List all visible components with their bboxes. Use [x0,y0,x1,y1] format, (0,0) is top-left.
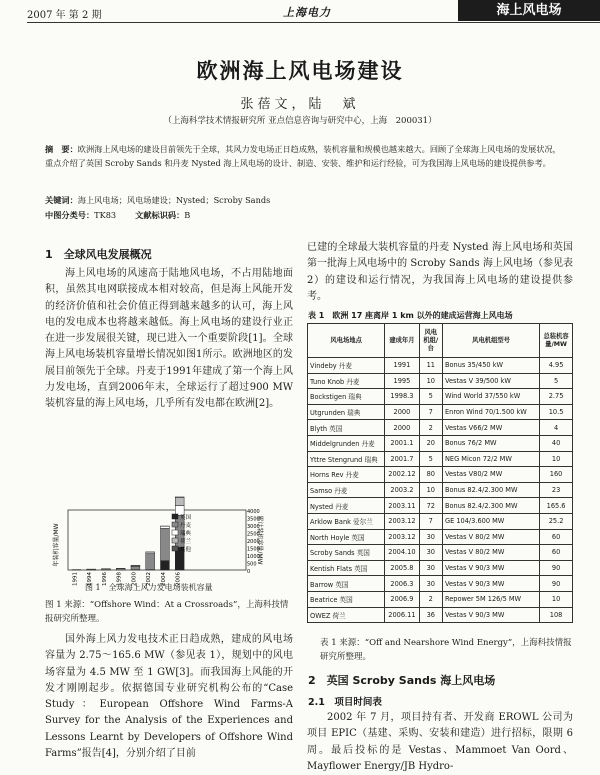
chart-ytick-right: 500 [247,562,257,568]
chart-ylabel-left: 年装机容量/MW [52,523,60,566]
abstract-text: 欧洲海上风电场的建设目前领先于全球，其风力发电场正日趋成熟，装机容量和规模也越来越大。回顾了全球海上风电场的发展状况，重点介绍了英国 Scroby Sands 和丹麦 Nysted 海上风电场的设计、制造、安装、维护和运行经验，可为我国海上风电场的建设提供参考。 [45,144,561,168]
table-cell: 30 [419,545,442,561]
chart-legend-swatch [172,538,178,543]
table-cell: 2005.8 [385,560,419,576]
chart-ytick-right: 2500 [247,532,260,538]
table-cell: 10 [419,482,442,498]
chart-bar-瑞典-2004 [161,526,170,528]
table-cell: Repower 5M 126/5 MW [442,591,539,607]
doc-code-label: 文献标识码： [135,210,184,220]
abstract-label: 摘 要： [45,144,78,154]
chart-bar-荷兰-2006 [175,497,184,505]
journal-name: 上海电力 [283,4,331,20]
table-cell: 90 [540,576,573,592]
table-cell: 60 [540,529,573,545]
table-cell: 2001.7 [385,451,419,467]
table-cell: Kentish Flats 英国 [308,560,385,576]
table-cell: Nysted 丹麦 [308,498,385,514]
table-cell: Tuno Knob 丹麦 [308,373,385,389]
section-1-body [45,266,293,413]
table-cell: Scroby Sands 英国 [308,545,385,561]
table-cell: 60 [540,545,573,561]
left-tail-body [45,632,293,762]
chart-ytick-right: 1000 [247,554,260,560]
table-row [308,451,573,467]
table-cell: 2006.11 [385,607,419,623]
table-cell: Bonus 82.4/2.300 MW [442,482,539,498]
table-row [308,591,573,607]
chart-bar-英国-2004 [161,561,170,570]
section-tab: 海上风电场 [458,0,600,21]
table-cell: 2001.1 [385,435,419,451]
table-header-row [308,324,573,358]
table-cell: Arklow Bank 爱尔兰 [308,513,385,529]
table-cell: 2.75 [540,389,573,405]
chart-legend-swatch [172,514,178,519]
chart-bar-丹麦-2004 [161,528,170,560]
table-cell: 2006.9 [385,591,419,607]
table-1-title: 表 1 欧洲 17 座离岸 1 km 以外的建成运营海上风电场 [308,310,513,321]
table-cell: 10 [540,451,573,467]
abstract [45,142,561,170]
table-cell: Bonus 35/450 kW [442,358,539,374]
table-cell: 90 [540,560,573,576]
section-2-paragraph: 2002 年 7 月，项目持有者、开发商 EROWL 公司为项目 EPIC（基建、采购、安装和建造）进行招标，限期 6 周。最后投标的是 Vestas、Mammoet Van Oord、Mayflower Energy/JB Hydro- [307,710,573,775]
table-cell: Horns Rev 丹麦 [308,467,385,483]
chart-ytick-right: 0 [247,569,250,575]
table-cell: Blyth 英国 [308,420,385,436]
table-row [308,420,573,436]
chart-xtick: 1996 [102,572,108,586]
figure-1-chart [52,510,262,580]
table-cell: Wind World 37/550 kW [442,389,539,405]
table-cell: 2000 [385,404,419,420]
clc-value: TK83 [94,210,116,220]
table-cell: Vindeby 丹麦 [308,358,385,374]
table-row [308,435,573,451]
chart-legend-swatch [172,546,178,551]
table-cell: 2004.10 [385,545,419,561]
table-cell: OWEZ 荷兰 [308,607,385,623]
chart-xtick: 1991 [72,572,78,586]
table-cell: Vestas V 90/3 MW [442,576,539,592]
table-cell: 2003.12 [385,529,419,545]
section-2-heading: 2 英国 Scroby Sands 海上风电场 [308,672,495,688]
table-row [308,560,573,576]
right-top-body [307,240,573,305]
table-cell: 108 [540,607,573,623]
table-row [308,482,573,498]
chart-legend-swatch [172,530,178,535]
table-cell: Vestas V80/2 MW [442,467,539,483]
section-1-heading: 1 全球风电发展概况 [45,246,152,262]
table-cell: 25.2 [540,513,573,529]
chart-ytick-right: 1500 [247,547,260,553]
table-cell: GE 104/3.600 MW [442,513,539,529]
table-cell: 2 [419,420,442,436]
chart-legend-label: 英国 [180,513,192,521]
header-rule [27,22,600,23]
table-cell: 4 [540,420,573,436]
table-cell: 5 [419,389,442,405]
table-cell: 5 [419,451,442,467]
table-cell: 1995 [385,373,419,389]
table-cell: Enron Wind 70/1.500 kW [442,404,539,420]
table-header: 风电机组型号 [442,324,539,358]
table-header: 建成年月 [385,324,419,358]
table-cell: 10 [419,373,442,389]
figure-1-source: 图 1 来源：“Offshore Wind：At a Crossroads”，上海科技情报研究所整理。 [45,598,293,626]
table-row [308,404,573,420]
table-cell: 2003.11 [385,498,419,514]
table-cell: Vestas V 80/2 MW [442,529,539,545]
keywords-label: 关键词： [45,195,78,205]
table-cell: 10 [540,591,573,607]
table-header: 风电机组/台 [419,324,442,358]
section-1-paragraph: 海上风电场的风速高于陆地风电场，不占用陆地面积，虽然其电网联接成本相对较高，但是海上风能开发的经济价值和社会价值正得到越来越多的认可，海上风电的发电成本也将越来越低。海上风电场的建设行业正在进一步发展很关键，现已进入一个重要阶段[1]。全球海上风电场装机容量增长情况如图1所示。欧洲地区的发展目前领先于全球。丹麦于1991年建成了第一个海上风力发电场，直到2006年末，全球运行了超过900 MW装机容量的海上风电场，几乎所有发电都在欧洲[2]。 [45,266,293,413]
table-cell: 40 [540,435,573,451]
table-cell: Vestas V 39/500 kW [442,373,539,389]
table-cell: 2 [419,591,442,607]
classification [45,208,561,222]
chart-xtick: 1994 [87,572,93,586]
table-cell: 7 [419,404,442,420]
chart-legend-label: 其他 [180,545,192,553]
chart-xtick: 2006 [176,572,182,586]
table-row [308,529,573,545]
table-cell: 2000 [385,420,419,436]
table-row [308,545,573,561]
chart-xtick: 2002 [146,572,152,586]
table-header: 风电场地点 [308,324,385,358]
table-cell: Bockstigen 瑞典 [308,389,385,405]
table-cell: 1998.3 [385,389,419,405]
table-cell: 36 [419,607,442,623]
table-cell: 160 [540,467,573,483]
chart-ylabel-right: 累计装机容量/MW [256,515,264,564]
chart-ytick-right: 3500 [247,517,260,523]
chart-plot-frame [68,510,246,570]
section-2-1-heading: 2.1 项目时间表 [308,694,382,708]
table-row [308,498,573,514]
chart-xtick: 2000 [131,572,137,586]
table-cell: 2006.3 [385,576,419,592]
chart-legend-label: 瑞典 [180,529,192,537]
table-row [308,389,573,405]
chart-ytick-right: 2000 [247,539,260,545]
table-cell: 2002.12 [385,467,419,483]
table-cell: Bonus 76/2 MW [442,435,539,451]
table-cell: 5 [540,373,573,389]
left-tail-paragraph: 国外海上风力发电技术正日趋成熟，建成的风电场容量为 2.75～165.6 MW（参见表 1），规划中的风电场容量为 4.5 MW 至 1 GW[3]。而我国海上风能的开发才刚刚起步。依据德国专业研究机构公布的“Case Study：European Offshore Wind Farms-A Survey for the Analysis of the Experiences and Lessons Learnt by Developers of Offshore Wind Farms”报告[4]，分别介绍了目前 [45,632,293,762]
figure-1-caption: 图 1 全球海上风力发电场装机容量 [85,582,213,593]
table-cell: Bonus 82.4/2.300 MW [442,498,539,514]
chart-bar-丹麦-2002 [146,554,155,570]
table-row [308,513,573,529]
table-1-source: 表 1 来源：“Off and Nearshore Wind Energy”，上海科技情报研究所整理。 [320,636,574,664]
keywords-text: 海上风电场；风电场建设；Nysted；Scroby Sands [78,195,271,205]
table-cell: Vestas V 90/3 MW [442,560,539,576]
clc-label: 中图分类号： [45,210,94,220]
table-cell: Samso 丹麦 [308,482,385,498]
table-cell: Vestas V 80/2 MW [442,545,539,561]
table-cell: Middelgrunden 丹麦 [308,435,385,451]
table-cell: 20 [419,435,442,451]
chart-ytick-right: 3000 [247,524,260,530]
table-cell: 30 [419,529,442,545]
table-row [308,607,573,623]
table-1 [307,323,573,623]
table-cell: 4.95 [540,358,573,374]
table-cell: 1991 [385,358,419,374]
table-cell: Vestas V 90/3 MW [442,607,539,623]
chart-ytick-right: 4000 [247,509,260,515]
affiliation: （上海科学技术情报研究所 亚点信息咨询与研究中心，上海 200031） [0,114,600,126]
table-cell: 30 [419,560,442,576]
keywords [45,193,561,207]
authors: 张蓓文，陆 斌 [0,93,600,112]
table-row [308,576,573,592]
table-cell: 2003.12 [385,513,419,529]
chart-legend-label: 荷兰 [180,537,192,545]
chart-xtick: 1998 [117,572,123,586]
table-cell: NEG Micon 72/2 MW [442,451,539,467]
chart-legend-label: 丹麦 [180,521,192,529]
table-cell: 165.6 [540,498,573,514]
table-row [308,373,573,389]
table-cell: 10.5 [540,404,573,420]
table-cell: 30 [419,576,442,592]
table-cell: Yttre Stengrund 瑞典 [308,451,385,467]
table-cell: 7 [419,513,442,529]
table-cell: 11 [419,358,442,374]
issue-label: 2007 年 第 2 期 [27,6,102,21]
chart-bar-丹麦-2000 [131,566,140,569]
doc-code-value: B [184,210,190,220]
article-title: 欧洲海上风电场建设 [0,55,600,85]
table-cell: Beatrice 英国 [308,591,385,607]
chart-xtick: 2004 [161,572,167,586]
table-cell: Barrow 英国 [308,576,385,592]
right-top-paragraph: 已建的全球最大装机容量的丹麦 Nysted 海上风电场和英国第一批海上风电场中的 Scroby Sands 海上风电场（参见表 2）的建设和运行情况，为我国海上风电场的建设提供参考。 [307,240,573,305]
table-row [308,358,573,374]
table-cell: 23 [540,482,573,498]
chart-legend-swatch [172,522,178,527]
section-2-body [307,710,573,775]
table-header: 总装机容量/MW [540,324,573,358]
table-row [308,467,573,483]
table-cell: North Hoyle 英国 [308,529,385,545]
table-cell: 2003.2 [385,482,419,498]
table-cell: 80 [419,467,442,483]
table-cell: 72 [419,498,442,514]
table-cell: Vestas V66/2 MW [442,420,539,436]
table-cell: Utgrunden 瑞典 [308,404,385,420]
